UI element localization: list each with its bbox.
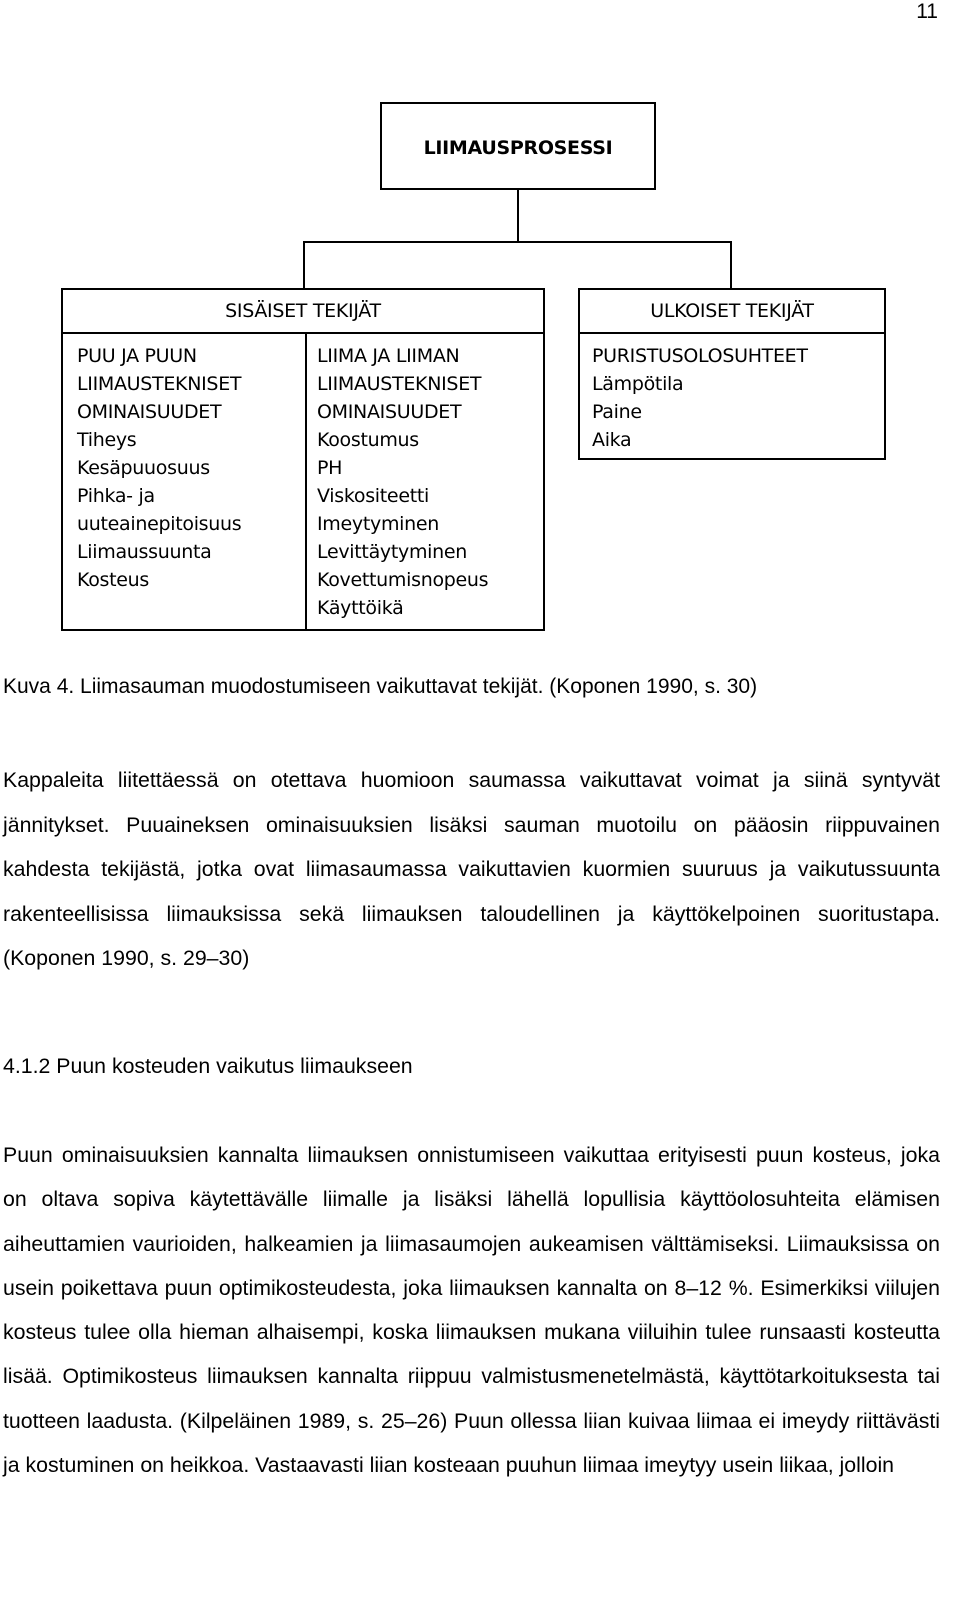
list-item: LIIMA JA LIIMAN	[317, 345, 460, 367]
connector-left-down	[303, 241, 305, 289]
column-divider	[305, 332, 307, 629]
outer-factors-box	[578, 288, 886, 460]
list-item: Viskositeetti	[317, 485, 429, 507]
list-item: LIIMAUSTEKNISET	[77, 373, 242, 395]
figure-caption: Kuva 4. Liimasauman muodostumiseen vaikuttavat tekijät. (Koponen 1990, s. 30)	[3, 675, 758, 698]
list-item: PUU JA PUUN	[77, 345, 197, 367]
inner-factors-box	[61, 288, 545, 631]
page-number: 11	[916, 0, 938, 23]
inner-factors-title: SISÄISET TEKIJÄT	[225, 300, 381, 322]
list-item: Koostumus	[317, 429, 419, 451]
list-item: Levittäytyminen	[317, 541, 468, 563]
list-item: Pihka- ja	[77, 485, 155, 507]
outer-factors-list	[592, 342, 808, 454]
list-item: Kovettumisnopeus	[317, 569, 489, 591]
process-diagram	[0, 0, 960, 650]
list-item: PURISTUSOLOSUHTEET	[592, 345, 808, 367]
list-item: OMINAISUUDET	[77, 401, 222, 423]
list-item: Kosteus	[77, 569, 150, 591]
paragraph-1: Kappaleita liitettäessä on otettava huomioon saumassa vaikuttavat voimat ja siinä syntyvät jännitykset. Puuaineksen ominaisuuksien lisäksi sauman muotoilu on pääosin riippuvainen kahdesta tekijästä, jotka ovat liimasaumassa vaikuttavien kuormien suuruus ja vaikutussuunta rakenteellisissa liimauksissa sekä liimauksen taloudellinen ja käyttökelpoinen suoritustapa. (Koponen 1990, s. 29–30)	[3, 768, 940, 970]
list-item: Tiheys	[77, 429, 137, 451]
connector-root-down	[517, 190, 519, 242]
header-divider	[63, 332, 543, 334]
list-item: PH	[317, 457, 343, 479]
glue-properties-column	[317, 342, 488, 622]
wood-properties-column	[77, 342, 241, 594]
list-item: OMINAISUUDET	[317, 401, 462, 423]
outer-factors-title: ULKOISET TEKIJÄT	[650, 300, 814, 322]
connector-right-down	[730, 241, 732, 289]
list-item: Käyttöikä	[317, 597, 404, 619]
list-item: Aika	[592, 429, 632, 451]
root-box	[380, 102, 656, 190]
list-item: Paine	[592, 401, 642, 423]
header-divider	[580, 332, 884, 334]
list-item: uuteainepitoisuus	[77, 513, 242, 535]
list-item: Kesäpuuosuus	[77, 457, 210, 479]
list-item: Lämpötila	[592, 373, 684, 395]
list-item: Liimaussuunta	[77, 541, 212, 563]
list-item: Imeytyminen	[317, 513, 439, 535]
connector-horizontal	[303, 241, 732, 243]
paragraph-2: Puun ominaisuuksien kannalta liimauksen onnistumiseen vaikuttaa erityisesti puun kosteus, joka on oltava sopiva käytettävälle liimalle ja lisäksi lähellä lopullisia käyttöolosuhteita elämisen aiheuttamien vaurioiden, halkeamien ja liimasaumojen aukeamisen välttämiseksi. Liimauksissa on usein poikettava puun optimikosteudesta, joka liimauksen kannalta on 8–12 %. Esimerkiksi viilujen kosteus tulee olla hieman alhaisempi, koska liimauksen mukana viiluihin tulee runsaasti kosteutta lisää. Optimikosteus liimauksen kannalta riippuu valmistusmenetelmästä, käyttötarkoituksesta tai tuotteen laadusta. (Kilpeläinen 1989, s. 25–26) Puun ollessa liian kuivaa liimaa ei imeydy riittävästi ja kostuminen on heikkoa. Vastaavasti liian kosteaan puuhun liimaa imeytyy usein liikaa, jolloin	[3, 1143, 940, 1478]
section-heading: 4.1.2 Puun kosteuden vaikutus liimaukseen	[3, 1054, 413, 1078]
list-item: LIIMAUSTEKNISET	[317, 373, 482, 395]
root-label: LIIMAUSPROSESSI	[423, 137, 613, 159]
